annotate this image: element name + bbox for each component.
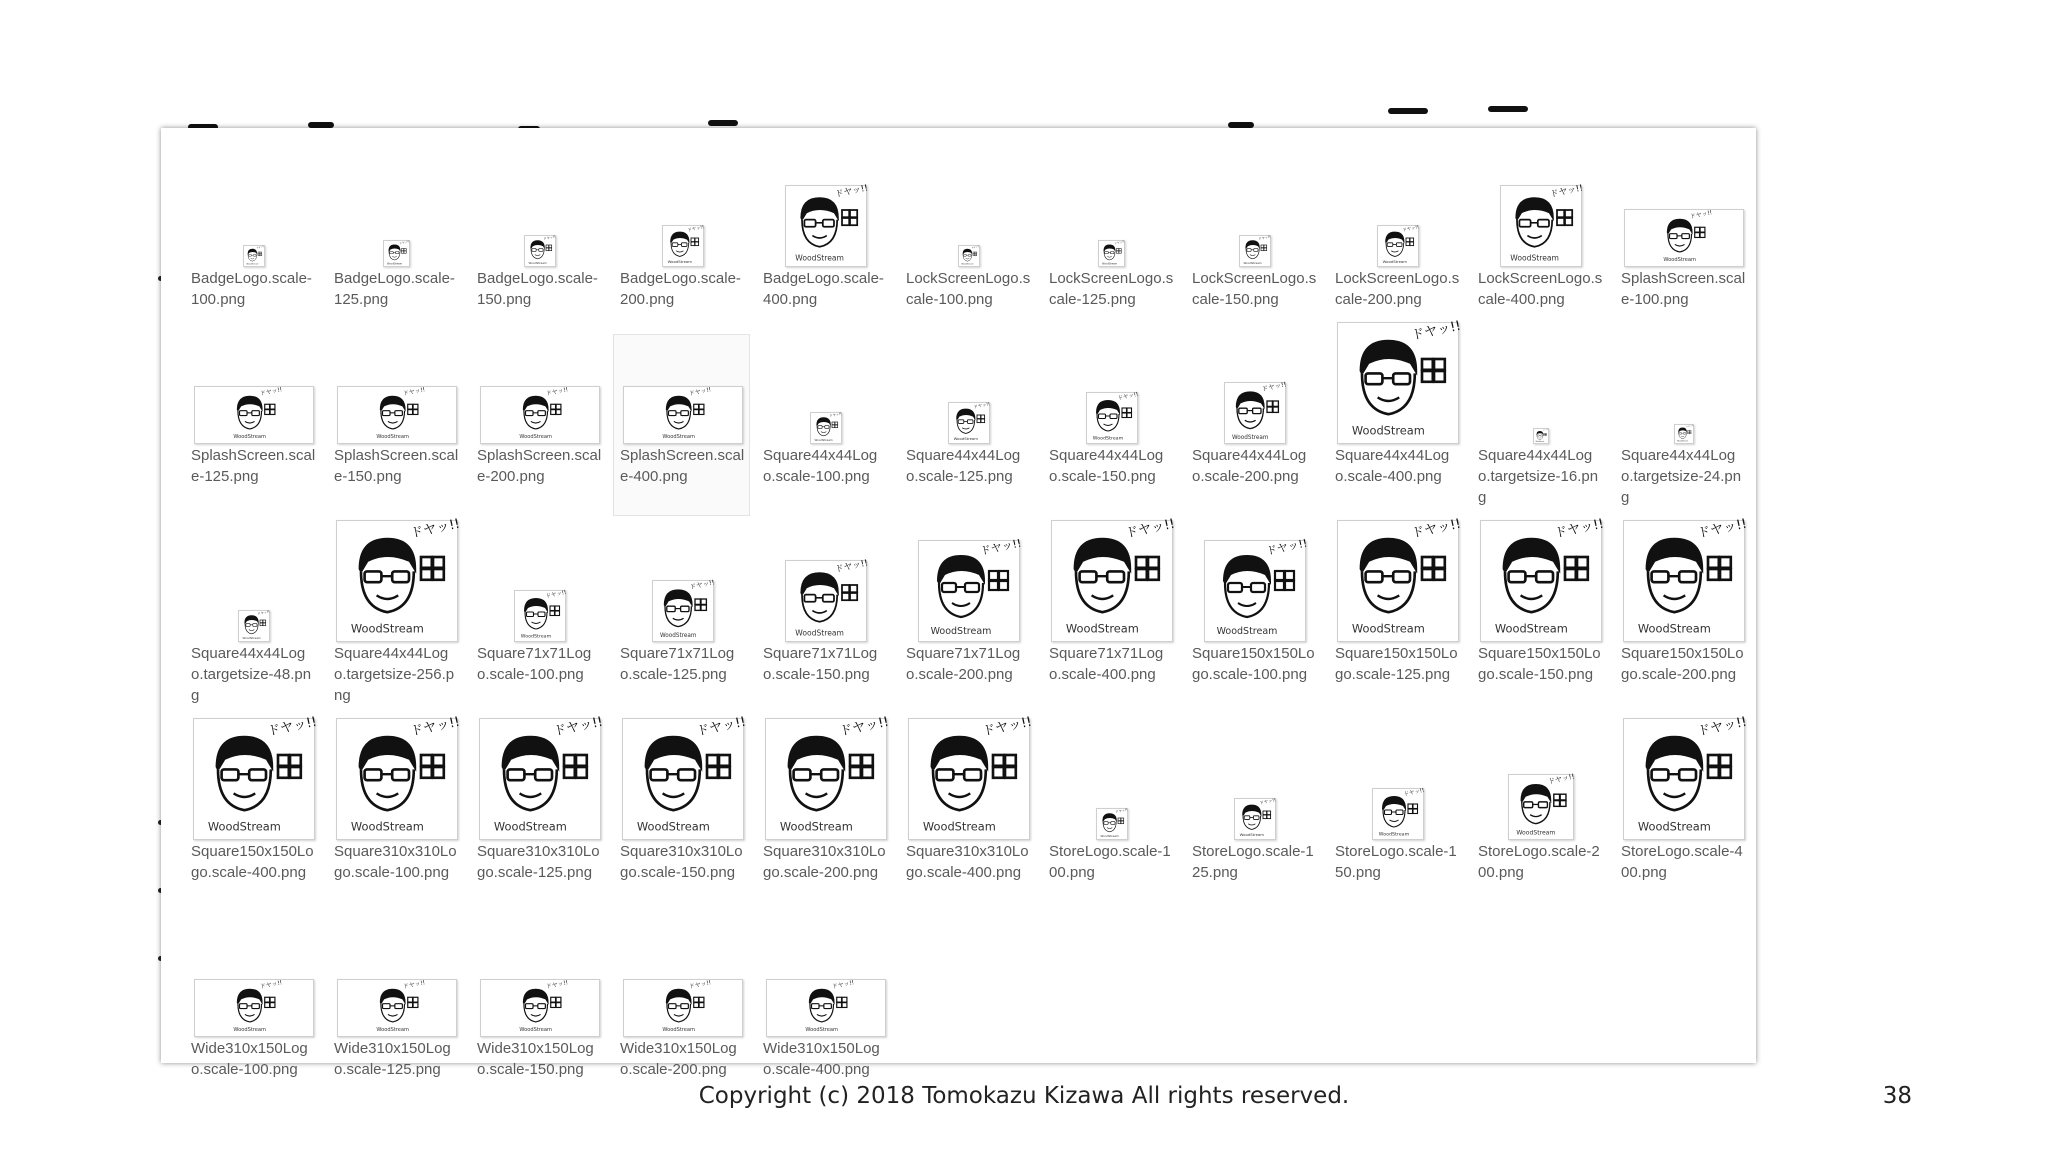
- file-item[interactable]: [1329, 731, 1464, 911]
- file-item[interactable]: [1329, 318, 1464, 515]
- woodstream-face-logo-icon: [1624, 516, 1749, 641]
- file-thumbnail: [810, 412, 842, 444]
- woodstream-face-logo-icon: [949, 403, 989, 443]
- svg-text:WoodStream: WoodStream: [1516, 829, 1556, 837]
- file-thumbnail: [238, 610, 270, 642]
- svg-text:WoodStream: WoodStream: [350, 621, 424, 636]
- svg-text:WoodStream: WoodStream: [1677, 440, 1689, 443]
- svg-text:ドヤッ!!: ドヤッ!!: [1403, 787, 1425, 798]
- file-thumbnail: [1096, 808, 1128, 840]
- svg-text:WoodStream: WoodStream: [386, 262, 403, 266]
- svg-text:WoodStream: WoodStream: [376, 1027, 409, 1034]
- woodstream-face-logo-icon: [194, 714, 319, 839]
- file-item[interactable]: [1186, 533, 1321, 713]
- file-thumbnail: [785, 185, 867, 267]
- svg-text:ドヤッ!!: ドヤッ!!: [981, 714, 1034, 740]
- svg-text:ドヤッ!!: ドヤッ!!: [1685, 424, 1694, 429]
- svg-text:ドヤッ!!: ドヤッ!!: [256, 609, 271, 617]
- svg-text:WoodStream: WoodStream: [246, 263, 259, 266]
- svg-text:WoodStream: WoodStream: [930, 626, 992, 637]
- file-item[interactable]: [900, 335, 1035, 515]
- woodstream-face-logo-icon: [337, 516, 462, 641]
- file-thumbnail: [1377, 225, 1419, 267]
- svg-text:ドヤッ!!: ドヤッ!!: [1410, 318, 1463, 344]
- file-name-label: Square150x150Logo.scale-200.png: [1621, 645, 1744, 683]
- svg-text:WoodStream: WoodStream: [1637, 819, 1711, 834]
- svg-text:WoodStream: WoodStream: [1510, 253, 1559, 263]
- file-name-label: Square44x44Logo.scale-200.png: [1192, 447, 1307, 485]
- file-name-label: StoreLogo.scale-125.png: [1192, 843, 1314, 881]
- file-thumbnail: [524, 235, 556, 267]
- file-thumbnail: [1480, 516, 1606, 642]
- file-item[interactable]: [328, 335, 463, 515]
- file-name-label: Square150x150Logo.scale-125.png: [1335, 645, 1458, 683]
- woodstream-face-logo-icon: [1240, 236, 1270, 266]
- woodstream-face-logo-icon: [338, 980, 456, 1036]
- svg-text:WoodStream: WoodStream: [233, 434, 266, 441]
- svg-text:WoodStream: WoodStream: [1231, 434, 1269, 441]
- file-name-label: LockScreenLogo.scale-400.png: [1478, 270, 1603, 308]
- svg-text:WoodStream: WoodStream: [795, 253, 844, 263]
- file-item[interactable]: [1615, 335, 1750, 515]
- svg-text:WoodStream: WoodStream: [922, 819, 996, 834]
- file-item[interactable]: [1043, 158, 1178, 338]
- svg-text:ドヤッ!!: ドヤッ!!: [1257, 234, 1272, 242]
- file-thumbnail: [336, 516, 462, 642]
- svg-text:WoodStream: WoodStream: [350, 819, 424, 834]
- file-name-label: Square310x310Logo.scale-400.png: [906, 843, 1029, 881]
- file-item[interactable]: [471, 533, 606, 713]
- file-thumbnail: [243, 245, 265, 267]
- svg-text:WoodStream: WoodStream: [233, 1027, 266, 1034]
- svg-text:WoodStream: WoodStream: [1637, 621, 1711, 636]
- file-thumbnail: [514, 590, 566, 642]
- svg-text:ドヤッ!!: ドヤッ!!: [398, 239, 410, 246]
- svg-text:WoodStream: WoodStream: [1494, 621, 1568, 636]
- file-item[interactable]: [757, 533, 892, 713]
- svg-text:ドヤッ!!: ドヤッ!!: [1124, 516, 1177, 542]
- woodstream-face-logo-icon: [1087, 393, 1137, 443]
- svg-text:WoodStream: WoodStream: [242, 635, 261, 640]
- svg-text:ドヤッ!!: ドヤッ!!: [838, 714, 891, 740]
- file-name-label: LockScreenLogo.scale-150.png: [1192, 270, 1317, 308]
- file-item[interactable]: [900, 714, 1035, 911]
- file-name-label: Square44x44Logo.scale-150.png: [1049, 447, 1164, 485]
- file-item[interactable]: [900, 158, 1035, 338]
- svg-text:ドヤッ!!: ドヤッ!!: [831, 980, 855, 991]
- svg-text:WoodStream: WoodStream: [493, 819, 567, 834]
- file-thumbnail: [1500, 185, 1582, 267]
- file-item[interactable]: [900, 533, 1035, 713]
- file-thumbnail: [480, 979, 600, 1037]
- file-item[interactable]: [1472, 335, 1607, 515]
- svg-text:ドヤッ!!: ドヤッ!!: [687, 225, 705, 234]
- svg-text:ドヤッ!!: ドヤッ!!: [259, 980, 283, 991]
- woodstream-face-logo-icon: [1225, 380, 1288, 443]
- file-name-label: Square44x44Logo.scale-125.png: [906, 447, 1021, 485]
- file-thumbnail: [1508, 771, 1576, 840]
- woodstream-face-logo-icon: [1625, 210, 1743, 266]
- file-thumbnail: [1224, 382, 1286, 444]
- woodstream-face-logo-icon: [338, 387, 456, 443]
- file-item[interactable]: [757, 714, 892, 911]
- file-name-label: Square150x150Logo.scale-100.png: [1192, 645, 1315, 683]
- file-item[interactable]: [1329, 516, 1464, 713]
- file-name-label: Square310x310Logo.scale-200.png: [763, 843, 886, 881]
- svg-text:ドヤッ!!: ドヤッ!!: [402, 387, 426, 398]
- file-name-label: Wide310x150Logo.scale-200.png: [620, 1040, 737, 1078]
- file-thumbnail: [785, 560, 867, 642]
- woodstream-face-logo-icon: [786, 558, 869, 641]
- svg-text:ドヤッ!!: ドヤッ!!: [1689, 210, 1713, 221]
- svg-text:ドヤッ!!: ドヤッ!!: [1542, 429, 1549, 432]
- file-thumbnail: [958, 245, 980, 267]
- woodstream-face-logo-icon: [1338, 516, 1463, 641]
- file-thumbnail: [1051, 516, 1177, 642]
- svg-text:ドヤッ!!: ドヤッ!!: [266, 714, 319, 740]
- file-item[interactable]: [328, 516, 463, 713]
- file-item[interactable]: [1043, 516, 1178, 713]
- woodstream-face-logo-icon: [515, 591, 565, 641]
- svg-text:ドヤッ!!: ドヤッ!!: [834, 183, 869, 201]
- svg-text:ドヤッ!!: ドヤッ!!: [695, 714, 748, 740]
- svg-text:WoodStream: WoodStream: [1382, 259, 1407, 265]
- file-item[interactable]: [1615, 158, 1750, 338]
- file-name-label: SplashScreen.scale-200.png: [477, 447, 602, 485]
- woodstream-face-logo-icon: [384, 241, 409, 266]
- file-thumbnail: [652, 580, 714, 642]
- file-name-label: Wide310x150Logo.scale-125.png: [334, 1040, 451, 1078]
- file-thumbnail: [193, 714, 319, 840]
- woodstream-face-logo-icon: [1481, 516, 1606, 641]
- svg-text:WoodStream: WoodStream: [1663, 257, 1696, 264]
- file-thumbnail: [1086, 392, 1138, 444]
- svg-text:WoodStream: WoodStream: [659, 632, 697, 639]
- file-item[interactable]: [185, 533, 320, 713]
- svg-text:WoodStream: WoodStream: [528, 260, 547, 265]
- svg-text:WoodStream: WoodStream: [814, 437, 833, 442]
- file-item[interactable]: [185, 928, 320, 1108]
- svg-text:WoodStream: WoodStream: [953, 436, 978, 442]
- svg-text:WoodStream: WoodStream: [520, 634, 552, 640]
- file-name-label: Square44x44Logo.targetsize-24.png: [1621, 447, 1742, 506]
- file-item[interactable]: [1043, 731, 1178, 911]
- file-thumbnail: [623, 386, 743, 444]
- file-item[interactable]: [1186, 731, 1321, 911]
- file-thumbnail: [623, 979, 743, 1037]
- woodstream-face-logo-icon: [195, 387, 313, 443]
- svg-text:WoodStream: WoodStream: [1351, 621, 1425, 636]
- file-thumbnail: [1624, 209, 1744, 267]
- file-thumbnail: [337, 979, 457, 1037]
- file-name-label: Square44x44Logo.targetsize-16.png: [1478, 447, 1599, 506]
- svg-text:ドヤッ!!: ドヤッ!!: [545, 387, 569, 398]
- woodstream-face-logo-icon: [663, 226, 703, 266]
- file-item[interactable]: [614, 158, 749, 338]
- woodstream-face-logo-icon: [624, 980, 742, 1036]
- svg-text:ドヤッ!!: ドヤッ!!: [409, 714, 462, 740]
- file-item[interactable]: [1472, 731, 1607, 911]
- file-item[interactable]: [614, 335, 749, 515]
- file-thumbnail: [1533, 428, 1549, 444]
- file-item[interactable]: [1186, 335, 1321, 515]
- file-name-label: StoreLogo.scale-400.png: [1621, 843, 1743, 881]
- file-name-label: StoreLogo.scale-200.png: [1478, 843, 1600, 881]
- file-thumbnail: [480, 386, 600, 444]
- file-thumbnail: [766, 979, 886, 1037]
- woodstream-face-logo-icon: [480, 714, 605, 839]
- file-name-label: LockScreenLogo.scale-100.png: [906, 270, 1031, 308]
- file-item[interactable]: [614, 714, 749, 911]
- file-item[interactable]: [757, 158, 892, 338]
- svg-text:WoodStream: WoodStream: [662, 434, 695, 441]
- woodstream-face-logo-icon: [1205, 536, 1309, 641]
- file-name-label: LockScreenLogo.scale-200.png: [1335, 270, 1460, 308]
- file-thumbnail: [1623, 516, 1749, 642]
- svg-text:ドヤッ!!: ドヤッ!!: [1260, 380, 1288, 394]
- file-item[interactable]: [185, 158, 320, 338]
- file-name-label: Square150x150Logo.scale-150.png: [1478, 645, 1601, 683]
- woodstream-face-logo-icon: [481, 980, 599, 1036]
- woodstream-face-logo-icon: [1509, 771, 1576, 839]
- svg-text:ドヤッ!!: ドヤッ!!: [402, 980, 426, 991]
- woodstream-face-logo-icon: [1338, 318, 1463, 443]
- svg-text:WoodStream: WoodStream: [1100, 833, 1119, 838]
- svg-text:ドヤッ!!: ドヤッ!!: [688, 387, 712, 398]
- file-name-label: BadgeLogo.scale-200.png: [620, 270, 741, 308]
- woodstream-face-logo-icon: [1501, 183, 1584, 266]
- svg-text:ドヤッ!!: ドヤッ!!: [1114, 807, 1129, 815]
- file-item[interactable]: [1615, 516, 1750, 713]
- woodstream-face-logo-icon: [1675, 425, 1693, 443]
- woodstream-face-logo-icon: [1378, 226, 1418, 266]
- file-item[interactable]: [757, 928, 892, 1108]
- svg-text:WoodStream: WoodStream: [1351, 423, 1425, 438]
- svg-text:WoodStream: WoodStream: [636, 819, 710, 834]
- file-thumbnail: [194, 979, 314, 1037]
- file-thumbnail: [1372, 788, 1424, 840]
- woodstream-face-logo-icon: [1235, 799, 1275, 839]
- woodstream-face-logo-icon: [811, 413, 841, 443]
- file-thumbnail: [479, 714, 605, 840]
- svg-text:ドヤッ!!: ドヤッ!!: [1117, 391, 1139, 402]
- woodstream-face-logo-icon: [786, 183, 869, 266]
- woodstream-face-logo-icon: [239, 611, 269, 641]
- svg-text:ドヤッ!!: ドヤッ!!: [828, 411, 843, 419]
- file-thumbnail: [1337, 318, 1463, 444]
- file-thumbnail: [1239, 235, 1271, 267]
- svg-text:ドヤッ!!: ドヤッ!!: [978, 536, 1023, 558]
- woodstream-face-logo-icon: [919, 536, 1023, 641]
- svg-text:ドヤッ!!: ドヤッ!!: [1547, 771, 1576, 786]
- svg-text:ドヤッ!!: ドヤッ!!: [1549, 183, 1584, 201]
- svg-text:WoodStream: WoodStream: [1378, 832, 1410, 838]
- file-item[interactable]: [1472, 158, 1607, 338]
- file-name-label: Square44x44Logo.scale-100.png: [763, 447, 878, 485]
- file-name-label: SplashScreen.scale-150.png: [334, 447, 459, 485]
- woodstream-face-logo-icon: [195, 980, 313, 1036]
- svg-text:ドヤッ!!: ドヤッ!!: [1113, 239, 1125, 246]
- woodstream-face-logo-icon: [244, 246, 264, 266]
- file-name-label: SplashScreen.scale-125.png: [191, 447, 316, 485]
- file-item[interactable]: [471, 714, 606, 911]
- file-name-label: Wide310x150Logo.scale-100.png: [191, 1040, 308, 1078]
- woodstream-face-logo-icon: [653, 578, 716, 641]
- file-thumbnail: [337, 386, 457, 444]
- file-item[interactable]: [1329, 158, 1464, 338]
- svg-text:WoodStream: WoodStream: [207, 819, 281, 834]
- woodstream-face-logo-icon: [766, 714, 891, 839]
- file-thumbnail: [1234, 798, 1276, 840]
- slide-copyright: Copyright (c) 2018 Tomokazu Kizawa All rights reserved.: [698, 1083, 1350, 1109]
- woodstream-face-logo-icon: [767, 980, 885, 1036]
- svg-text:ドヤッ!!: ドヤッ!!: [1553, 516, 1606, 542]
- file-thumbnail: [336, 714, 462, 840]
- woodstream-face-logo-icon: [1624, 714, 1749, 839]
- woodstream-face-logo-icon: [1052, 516, 1177, 641]
- svg-text:WoodStream: WoodStream: [1216, 626, 1278, 637]
- woodstream-face-logo-icon: [1534, 429, 1548, 443]
- svg-text:ドヤッ!!: ドヤッ!!: [1402, 225, 1420, 234]
- woodstream-face-logo-icon: [623, 714, 748, 839]
- file-name-label: Square71x71Logo.scale-400.png: [1049, 645, 1164, 683]
- svg-text:WoodStream: WoodStream: [519, 1027, 552, 1034]
- woodstream-face-logo-icon: [624, 387, 742, 443]
- file-thumbnail: [383, 240, 410, 267]
- svg-text:ドヤッ!!: ドヤッ!!: [542, 234, 557, 242]
- file-name-label: BadgeLogo.scale-125.png: [334, 270, 455, 308]
- file-item[interactable]: [185, 714, 320, 911]
- file-name-label: BadgeLogo.scale-150.png: [477, 270, 598, 308]
- woodstream-face-logo-icon: [481, 387, 599, 443]
- svg-text:WoodStream: WoodStream: [519, 434, 552, 441]
- svg-text:ドヤッ!!: ドヤッ!!: [688, 578, 716, 592]
- file-item[interactable]: [1472, 516, 1607, 713]
- file-item[interactable]: [328, 158, 463, 338]
- file-explorer-window: [161, 128, 1756, 1078]
- slide-page-number: 38: [1882, 1083, 1912, 1109]
- file-thumbnail: [908, 714, 1034, 840]
- file-name-label: StoreLogo.scale-100.png: [1049, 843, 1171, 881]
- svg-text:ドヤッ!!: ドヤッ!!: [409, 516, 462, 542]
- svg-text:WoodStream: WoodStream: [662, 1027, 695, 1034]
- file-item[interactable]: [471, 335, 606, 515]
- svg-text:ドヤッ!!: ドヤッ!!: [1696, 714, 1749, 740]
- file-name-label: Square71x71Logo.scale-125.png: [620, 645, 735, 683]
- file-item[interactable]: [614, 928, 749, 1108]
- file-name-label: Square44x44Logo.targetsize-48.png: [191, 645, 312, 704]
- file-name-label: Square44x44Logo.scale-400.png: [1335, 447, 1450, 485]
- file-item[interactable]: [1615, 714, 1750, 911]
- svg-text:ドヤッ!!: ドヤッ!!: [1259, 798, 1277, 807]
- file-name-label: Square310x310Logo.scale-125.png: [477, 843, 600, 881]
- woodstream-face-logo-icon: [1097, 809, 1127, 839]
- file-thumbnail: [948, 402, 990, 444]
- file-thumbnail: [1674, 424, 1694, 444]
- svg-text:WoodStream: WoodStream: [961, 263, 974, 266]
- woodstream-face-logo-icon: [1099, 241, 1124, 266]
- svg-text:WoodStream: WoodStream: [1239, 832, 1264, 838]
- svg-text:ドヤッ!!: ドヤッ!!: [688, 980, 712, 991]
- file-thumbnail: [622, 714, 748, 840]
- file-thumbnail: [662, 225, 704, 267]
- file-name-label: SplashScreen.scale-100.png: [1621, 270, 1746, 308]
- file-thumbnail: [918, 536, 1023, 642]
- file-thumbnail: [1337, 516, 1463, 642]
- svg-text:ドヤッ!!: ドヤッ!!: [255, 245, 265, 250]
- svg-text:ドヤッ!!: ドヤッ!!: [834, 558, 869, 576]
- svg-text:ドヤッ!!: ドヤッ!!: [259, 387, 283, 398]
- file-name-label: Wide310x150Logo.scale-150.png: [477, 1040, 594, 1078]
- svg-text:ドヤッ!!: ドヤッ!!: [1410, 516, 1463, 542]
- file-name-label: Square44x44Logo.targetsize-256.png: [334, 645, 455, 704]
- svg-text:ドヤッ!!: ドヤッ!!: [970, 245, 980, 250]
- file-name-label: Square71x71Logo.scale-200.png: [906, 645, 1021, 683]
- svg-text:WoodStream: WoodStream: [805, 1027, 838, 1034]
- file-name-label: Square310x310Logo.scale-150.png: [620, 843, 743, 881]
- svg-text:WoodStream: WoodStream: [667, 259, 692, 265]
- file-name-label: Wide310x150Logo.scale-400.png: [763, 1040, 880, 1078]
- file-thumbnail: [1204, 536, 1309, 642]
- woodstream-face-logo-icon: [1373, 789, 1423, 839]
- woodstream-face-logo-icon: [337, 714, 462, 839]
- file-thumbnail: [1098, 240, 1125, 267]
- file-item[interactable]: [757, 335, 892, 515]
- file-thumbnail: [1623, 714, 1749, 840]
- file-item[interactable]: [471, 928, 606, 1108]
- file-item[interactable]: [328, 928, 463, 1108]
- svg-text:WoodStream: WoodStream: [376, 434, 409, 441]
- svg-text:ドヤッ!!: ドヤッ!!: [1264, 536, 1309, 558]
- woodstream-face-logo-icon: [909, 714, 1034, 839]
- svg-text:WoodStream: WoodStream: [1101, 262, 1118, 266]
- file-item[interactable]: [471, 158, 606, 338]
- file-name-label: SplashScreen.scale-400.png: [620, 447, 745, 485]
- svg-text:ドヤッ!!: ドヤッ!!: [973, 402, 991, 411]
- file-item[interactable]: [1186, 158, 1321, 338]
- svg-text:ドヤッ!!: ドヤッ!!: [545, 980, 569, 991]
- file-item[interactable]: [1043, 335, 1178, 515]
- file-name-label: Square310x310Logo.scale-100.png: [334, 843, 457, 881]
- file-thumbnail: [194, 386, 314, 444]
- file-item[interactable]: [614, 533, 749, 713]
- file-item[interactable]: [185, 335, 320, 515]
- woodstream-face-logo-icon: [959, 246, 979, 266]
- svg-text:ドヤッ!!: ドヤッ!!: [552, 714, 605, 740]
- file-name-label: LockScreenLogo.scale-125.png: [1049, 270, 1174, 308]
- file-name-label: BadgeLogo.scale-400.png: [763, 270, 884, 308]
- svg-text:WoodStream: WoodStream: [1092, 436, 1124, 442]
- file-item[interactable]: [328, 714, 463, 911]
- svg-text:WoodStream: WoodStream: [1535, 442, 1545, 444]
- svg-text:WoodStream: WoodStream: [1243, 260, 1262, 265]
- file-name-label: Square150x150Logo.scale-400.png: [191, 843, 314, 881]
- file-name-label: BadgeLogo.scale-100.png: [191, 270, 312, 308]
- file-name-label: Square71x71Logo.scale-100.png: [477, 645, 592, 683]
- file-name-label: Square71x71Logo.scale-150.png: [763, 645, 878, 683]
- svg-text:ドヤッ!!: ドヤッ!!: [545, 589, 567, 600]
- file-name-label: StoreLogo.scale-150.png: [1335, 843, 1457, 881]
- svg-text:WoodStream: WoodStream: [779, 819, 853, 834]
- woodstream-face-logo-icon: [525, 236, 555, 266]
- svg-text:WoodStream: WoodStream: [795, 628, 844, 638]
- svg-text:WoodStream: WoodStream: [1065, 621, 1139, 636]
- svg-text:ドヤッ!!: ドヤッ!!: [1696, 516, 1749, 542]
- file-thumbnail: [765, 714, 891, 840]
